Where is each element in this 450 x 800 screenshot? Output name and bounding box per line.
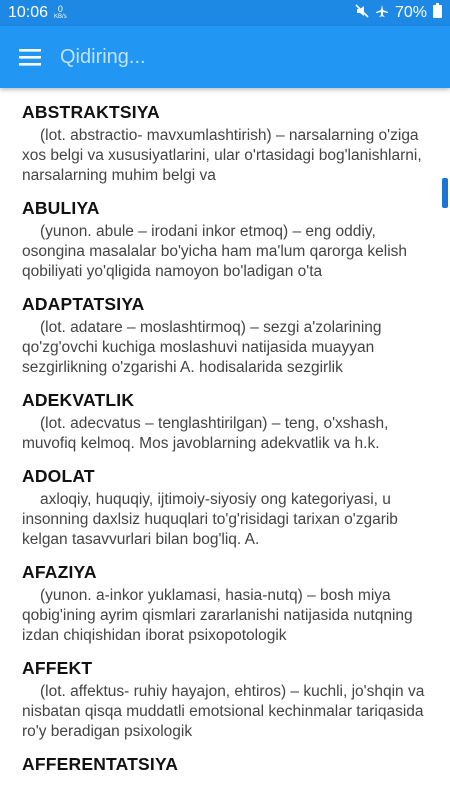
list-item[interactable] (0, 656, 450, 742)
status-bar-right (355, 3, 442, 23)
entry-definition: (yunon. abule – irodani inkor etmoq) – eng oddiy, osongina masalalar bo'yicha ham ma'lum qarorga kelish qobiliyati yo'qligida namoyon bo'ladigan o'ta (22, 223, 408, 280)
entry-term: AFFERENTATSIYA (22, 754, 179, 774)
list-item[interactable] (0, 292, 450, 378)
network-speed (54, 5, 67, 21)
battery-icon (433, 3, 442, 23)
list-item[interactable] (0, 196, 450, 282)
scrollbar-thumb[interactable] (442, 178, 448, 208)
clock: 10:06 (8, 4, 49, 21)
entry-definition: axloqiy, huquqiy, ijtimoiy-siyosiy ong kategoriyasi, u insonning daxlsiz huquqlari to'g'risidagi tarixan o'zgarib kelgan tasavvurlari bilan bog'liq. A. (22, 491, 398, 548)
list-item[interactable] (0, 560, 450, 646)
entry-term: AFAZIYA (22, 562, 97, 582)
app-bar (0, 26, 450, 88)
entry-term: ABSTRAKTSIYA (22, 102, 160, 122)
search-input[interactable] (60, 37, 420, 77)
network-speed-value: 0 (57, 4, 63, 14)
entry-definition: (lot. adatare – moslashtirmoq) – sezgi a'zolarining qo'zg'ovchi kuchiga moslashuvi natijasida muayyan sezgirlikning o'zgarishi A. hodisalarida sezgirlik (22, 319, 382, 376)
status-bar-left (8, 4, 67, 22)
entry-definition: (lot. affektus- ruhiy hayajon, ehtiros) – kuchli, jo'shqin va nisbatan qisqa muddatli emotsional kechinmalar tariqasida ro'y beradigan psixologik (22, 683, 425, 740)
entry-term: ABULIYA (22, 198, 100, 218)
list-item[interactable] (0, 752, 450, 776)
mute-icon (355, 4, 369, 23)
airplane-icon (375, 4, 389, 23)
entry-term: ADEKVATLIK (22, 390, 135, 410)
entry-term: ADOLAT (22, 466, 95, 486)
dictionary-list[interactable] (0, 88, 450, 800)
network-speed-unit: KB/s (54, 14, 67, 20)
list-item[interactable] (0, 464, 450, 550)
battery-percent: 70% (394, 4, 427, 21)
hamburger-menu-icon[interactable] (0, 26, 60, 88)
entry-definition: (lot. abstractio- mavxumlashtirish) – narsalarning o'ziga xos belgi va xususiyatlarini, ular o'rtasidagi bog'lanishlarni, narsalarning muhim belgi va (22, 127, 422, 184)
list-item[interactable] (0, 100, 450, 186)
entry-definition: (lot. adecvatus – tenglashtirilgan) – teng, o'xshash, muvofiq kelmoq. Mos javoblarning adekvatlik va h.k. (22, 415, 389, 452)
list-item[interactable] (0, 388, 450, 454)
entry-term: AFFEKT (22, 658, 93, 678)
entry-definition: (yunon. a-inkor yuklamasi, hasia-nutq) – bosh miya qobig'ining ayrim qismlari zararlanishi natijasida nutqning izdan chiqishidan iborat psixopotologik (22, 587, 413, 644)
entry-term: ADAPTATSIYA (22, 294, 145, 314)
status-bar (0, 0, 450, 26)
